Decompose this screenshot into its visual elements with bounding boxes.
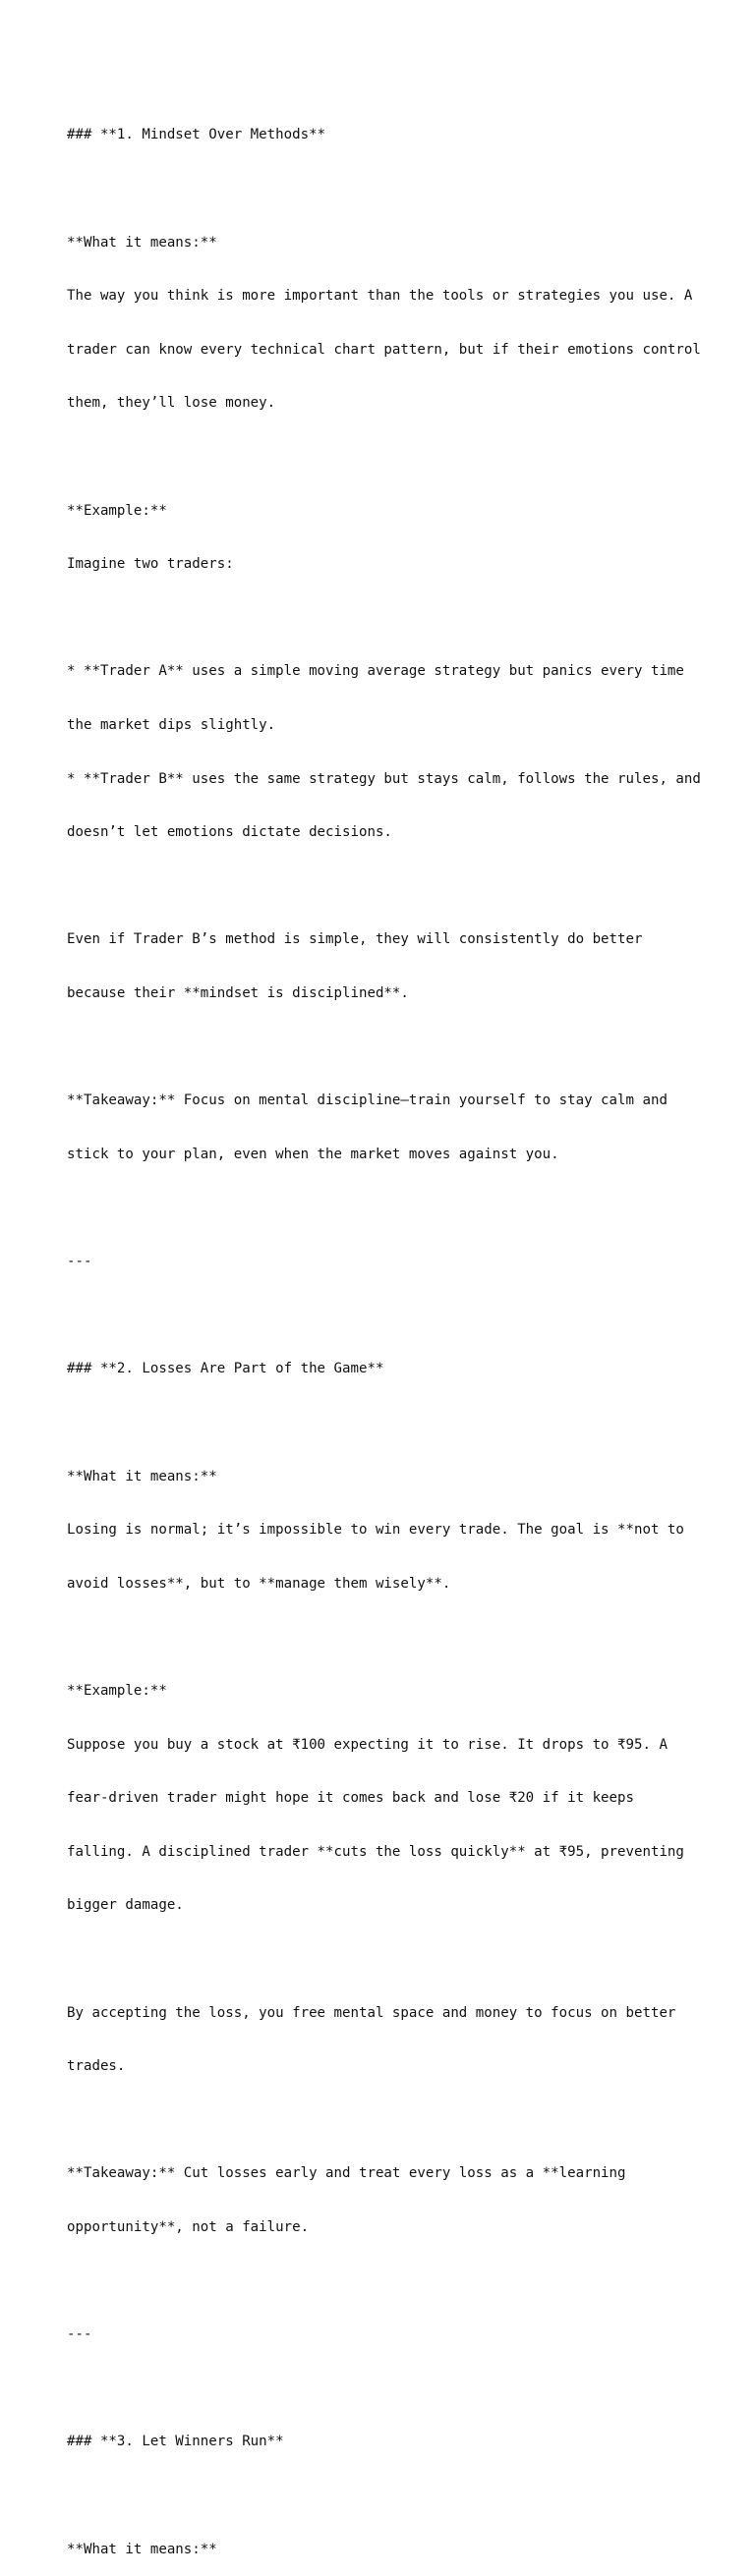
document-body: [67, 90, 735, 2576]
paragraph-line: trades.: [67, 2058, 126, 2075]
paragraph-line: By accepting the loss, you free mental space and money to focus on better: [67, 2004, 676, 2021]
paragraph-line: Even if Trader B’s method is simple, they will consistently do better: [67, 931, 643, 948]
bullet-item: * **Trader A** uses a simple moving average strategy but panics every time: [67, 663, 684, 680]
section-divider: ---: [67, 1254, 92, 1270]
paragraph-line: bigger damage.: [67, 1897, 184, 1914]
blank-line: [67, 2272, 735, 2290]
blank-line: [67, 180, 735, 197]
blank-line: [67, 1950, 735, 1968]
blank-line: [67, 1628, 735, 1646]
paragraph-line: them, they’ll lose money.: [67, 395, 276, 412]
paragraph-line: opportunity**, not a failure.: [67, 2219, 310, 2235]
label-example: **Example:**: [67, 502, 167, 519]
blank-line: [67, 2487, 735, 2504]
paragraph-line: because their **mindset is disciplined**.: [67, 985, 409, 1002]
label-takeaway: **Takeaway:** Cut losses early and treat every loss as a **learning: [67, 2165, 626, 2182]
blank-line: [67, 2380, 735, 2397]
blank-line: [67, 2111, 735, 2129]
blank-line: [67, 1307, 735, 1324]
paragraph-line: doesn’t let emotions dictate decisions.: [67, 824, 392, 841]
label-what-it-means: **What it means:**: [67, 2541, 217, 2557]
paragraph-line: Imagine two traders:: [67, 556, 234, 573]
blank-line: [67, 1200, 735, 1217]
blank-line: [67, 448, 735, 466]
blank-line: [67, 1038, 735, 1056]
blank-line: [67, 877, 735, 895]
label-what-it-means: **What it means:**: [67, 1468, 217, 1484]
label-takeaway: **Takeaway:** Focus on mental discipline—train yourself to stay calm and: [67, 1092, 668, 1109]
blank-line: [67, 1414, 735, 1431]
paragraph-line: The way you think is more important than the tools or strategies you use. A: [67, 288, 693, 305]
bullet-item: * **Trader B** uses the same strategy but stays calm, follows the rules, and: [67, 770, 701, 787]
paragraph-line: Losing is normal; it’s impossible to win every trade. The goal is **not to: [67, 1522, 684, 1539]
paragraph-line: fear-driven trader might hope it comes back and lose ₹20 if it keeps: [67, 1790, 634, 1807]
paragraph-line: avoid losses**, but to **manage them wisely**.: [67, 1575, 451, 1592]
paragraph-line: stick to your plan, even when the market moves against you.: [67, 1146, 559, 1162]
paragraph-line: falling. A disciplined trader **cuts the loss quickly** at ₹95, preventing: [67, 1843, 684, 1860]
label-example: **Example:**: [67, 1682, 167, 1699]
blank-line: [67, 609, 735, 627]
paragraph-line: the market dips slightly.: [67, 717, 276, 734]
heading-2: ### **2. Losses Are Part of the Game**: [67, 1361, 384, 1377]
heading-1: ### **1. Mindset Over Methods**: [67, 127, 326, 143]
paragraph-line: Suppose you buy a stock at ₹100 expecting it to rise. It drops to ₹95. A: [67, 1736, 668, 1753]
paragraph-line: trader can know every technical chart pattern, but if their emotions control: [67, 341, 701, 358]
heading-3: ### **3. Let Winners Run**: [67, 2434, 284, 2450]
label-what-it-means: **What it means:**: [67, 234, 217, 251]
section-divider: ---: [67, 2326, 92, 2343]
